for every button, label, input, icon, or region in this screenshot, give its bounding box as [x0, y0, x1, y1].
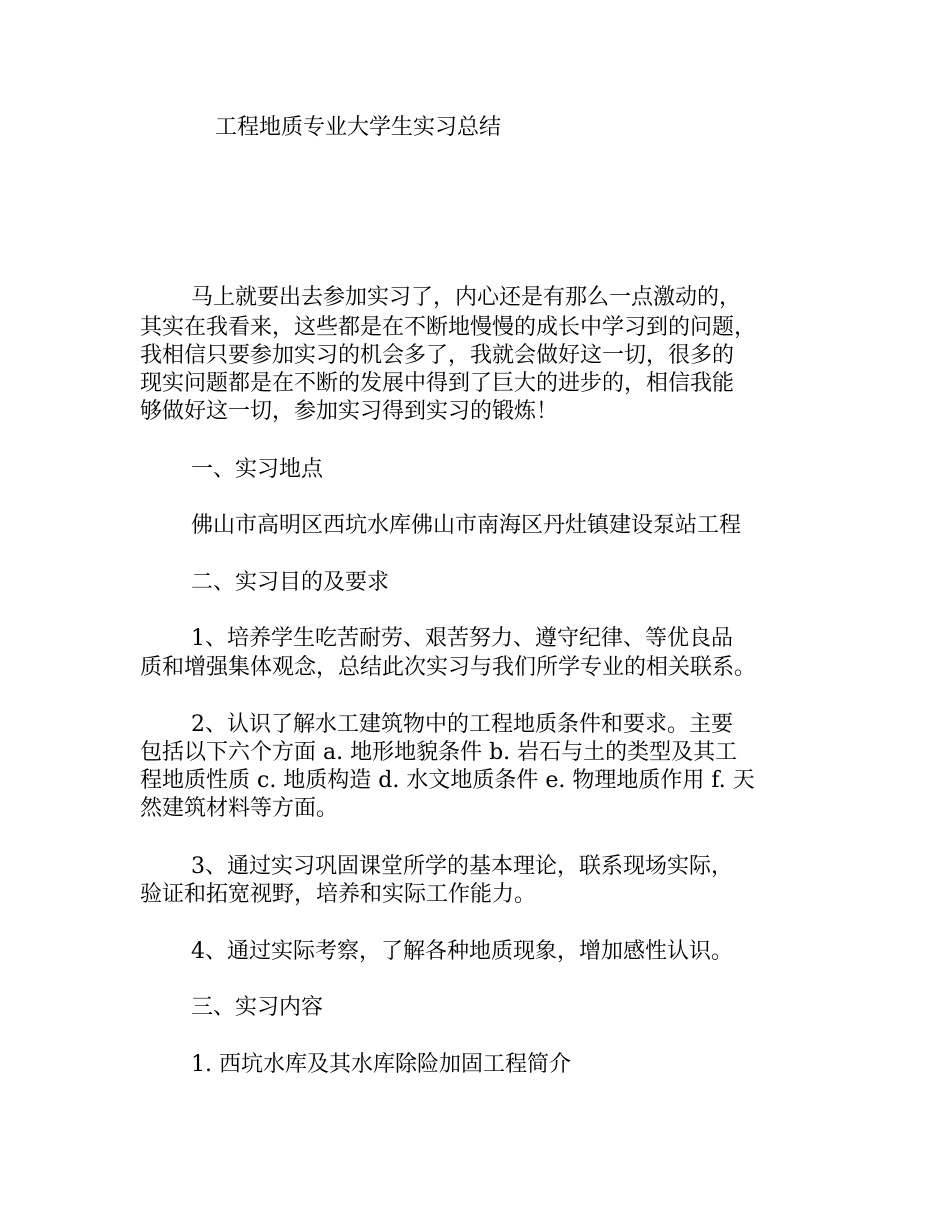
section1-body: 佛山市高明区西坑水库佛山市南海区丹灶镇建设泵站工程 — [191, 513, 742, 538]
item2-line-1: 2、认识了解水工建筑物中的工程地质条件和要求。主要 — [191, 712, 733, 737]
item3-line-2: 验证和拓宽视野，培养和实际工作能力。 — [140, 882, 537, 907]
item2-line-3: 程地质性质 c. 地质构造 d. 水文地质条件 e. 物理地质作用 f. 天 — [140, 768, 755, 793]
item4-line: 4、通过实际考察，了解各种地质现象，增加感性认识。 — [191, 939, 733, 964]
section2-heading: 二、实习目的及要求 — [191, 570, 390, 595]
intro-line-2: 其实在我看来，这些都是在不断地慢慢的成长中学习到的问题， — [140, 315, 757, 340]
document-title: 工程地质专业大学生实习总结 — [215, 115, 502, 140]
item1-line-2: 质和增强集体观念，总结此次实习与我们所学专业的相关联系。 — [140, 655, 757, 680]
section3-item1: 1. 西坑水库及其水库除险加固工程简介 — [191, 1052, 571, 1077]
intro-line-4: 现实问题都是在不断的发展中得到了巨大的进步的，相信我能 — [140, 371, 735, 396]
intro-line-3: 我相信只要参加实习的机会多了，我就会做好这一切，很多的 — [140, 343, 735, 368]
item2-line-2: 包括以下六个方面 a. 地形地貌条件 b. 岩石与土的类型及其工 — [140, 740, 738, 765]
intro-line-5: 够做好这一切，参加实习得到实习的锻炼！ — [140, 399, 559, 424]
item3-line-1: 3、通过实习巩固课堂所学的基本理论，联系现场实际， — [191, 854, 733, 879]
intro-line-1: 马上就要出去参加实习了，内心还是有那么一点激动的， — [191, 285, 742, 310]
item2-line-4: 然建筑材料等方面。 — [140, 796, 339, 821]
section3-heading: 三、实习内容 — [191, 995, 324, 1020]
section1-heading: 一、实习地点 — [191, 457, 324, 482]
item1-line-1: 1、培养学生吃苦耐劳、艰苦努力、遵守纪律、等优良品 — [191, 626, 733, 651]
